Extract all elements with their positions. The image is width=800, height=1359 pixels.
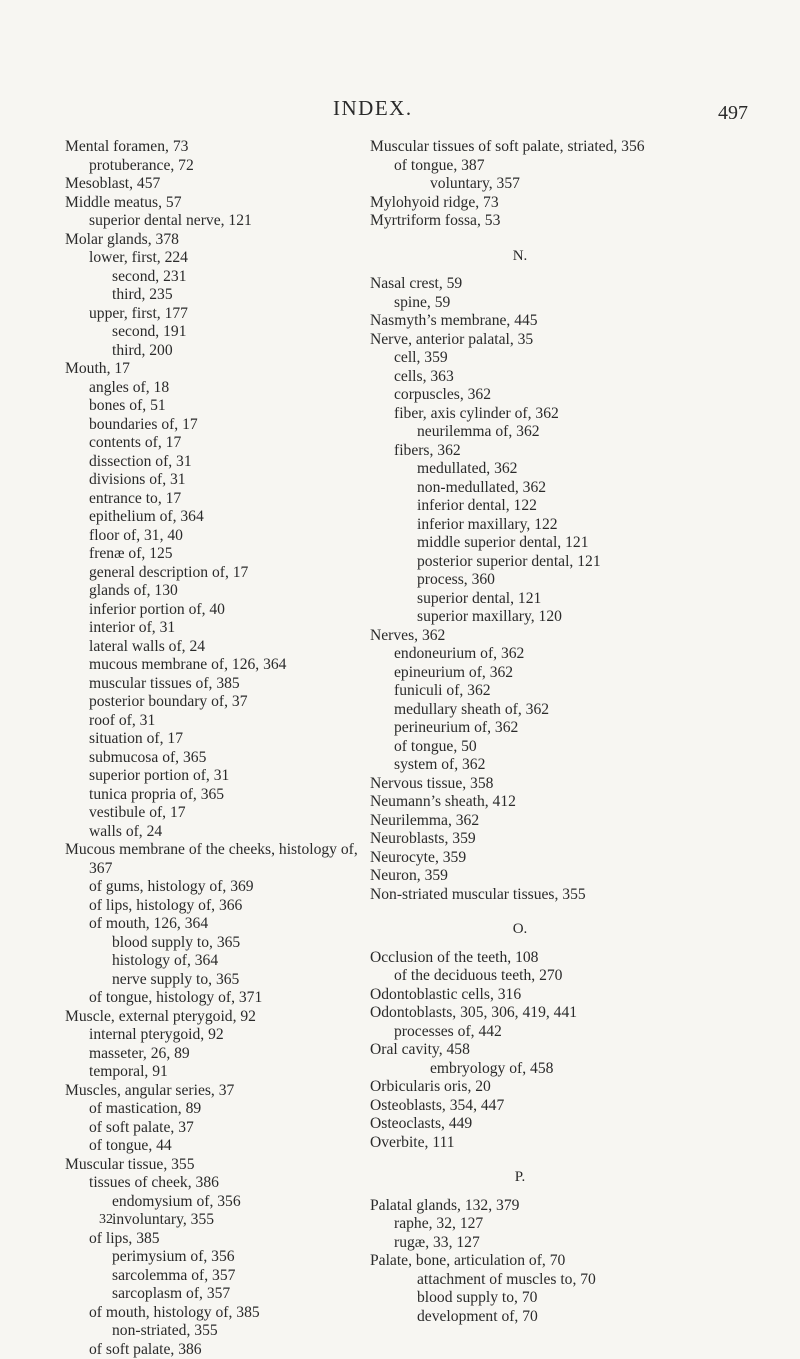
index-entry: walls of, 24 xyxy=(65,823,385,842)
index-entry: of soft palate, 37 xyxy=(65,1119,385,1138)
index-entry: perimysium of, 356 xyxy=(65,1248,385,1267)
index-entry: of lips, histology of, 366 xyxy=(65,897,385,916)
index-entry: of the deciduous teeth, 270 xyxy=(370,967,770,986)
index-entry: Neurocyte, 359 xyxy=(370,849,770,868)
index-entry: superior dental, 121 xyxy=(370,590,770,609)
index-entry: situation of, 17 xyxy=(65,730,385,749)
index-entry: Molar glands, 378 xyxy=(65,231,385,250)
index-entry: process, 360 xyxy=(370,571,770,590)
index-entry: development of, 70 xyxy=(370,1308,770,1327)
index-entry: nerve supply to, 365 xyxy=(65,971,385,990)
index-entry: bones of, 51 xyxy=(65,397,385,416)
index-entry: Mouth, 17 xyxy=(65,360,385,379)
index-entry: Nasal crest, 59 xyxy=(370,275,770,294)
index-entry: cell, 359 xyxy=(370,349,770,368)
index-entry: endomysium of, 356 xyxy=(65,1193,385,1212)
index-entry: second, 231 xyxy=(65,268,385,287)
index-entry: Neuron, 359 xyxy=(370,867,770,886)
index-entry: Nerve, anterior palatal, 35 xyxy=(370,331,770,350)
index-entry: upper, first, 177 xyxy=(65,305,385,324)
index-entry: epineurium of, 362 xyxy=(370,664,770,683)
section-letter-heading: N. xyxy=(370,231,670,276)
index-entry: fiber, axis cylinder of, 362 xyxy=(370,405,770,424)
index-entry: medullated, 362 xyxy=(370,460,770,479)
index-entry: perineurium of, 362 xyxy=(370,719,770,738)
index-entry: inferior dental, 122 xyxy=(370,497,770,516)
signature-mark: 32 xyxy=(99,1212,113,1228)
index-entry: system of, 362 xyxy=(370,756,770,775)
index-entry: rugæ, 33, 127 xyxy=(370,1234,770,1253)
index-entry: spine, 59 xyxy=(370,294,770,313)
index-entry: second, 191 xyxy=(65,323,385,342)
index-entry: Muscle, external pterygoid, 92 xyxy=(65,1008,385,1027)
index-entry: Neumann’s sheath, 412 xyxy=(370,793,770,812)
index-entry: contents of, 17 xyxy=(65,434,385,453)
index-entry: of tongue, 387 xyxy=(370,157,770,176)
index-entry: Muscular tissue, 355 xyxy=(65,1156,385,1175)
index-entry: temporal, 91 xyxy=(65,1063,385,1082)
index-column-left xyxy=(65,138,385,1359)
index-entry: non-medullated, 362 xyxy=(370,479,770,498)
index-entry: involuntary, 355 xyxy=(65,1211,385,1230)
index-entry: tissues of cheek, 386 xyxy=(65,1174,385,1193)
index-entry: of lips, 385 xyxy=(65,1230,385,1249)
index-entry: processes of, 442 xyxy=(370,1023,770,1042)
index-entry: Mylohyoid ridge, 73 xyxy=(370,194,770,213)
index-entry: of soft palate, 386 xyxy=(65,1341,385,1359)
index-entry: Muscular tissues of soft palate, striated, 356 xyxy=(370,138,770,157)
section-letter-heading: O. xyxy=(370,904,670,949)
index-entry: of gums, histology of, 369 xyxy=(65,878,385,897)
index-entry: sarcoplasm of, 357 xyxy=(65,1285,385,1304)
index-entry: Nasmyth’s membrane, 445 xyxy=(370,312,770,331)
index-entry: attachment of muscles to, 70 xyxy=(370,1271,770,1290)
index-entry: Osteoclasts, 449 xyxy=(370,1115,770,1134)
index-entry: voluntary, 357 xyxy=(370,175,770,194)
index-entry: superior portion of, 31 xyxy=(65,767,385,786)
index-entry: inferior maxillary, 122 xyxy=(370,516,770,535)
index-entry: of tongue, 44 xyxy=(65,1137,385,1156)
index-entry: medullary sheath of, 362 xyxy=(370,701,770,720)
index-entry: superior maxillary, 120 xyxy=(370,608,770,627)
index-entry: Myrtriform fossa, 53 xyxy=(370,212,770,231)
index-entry: Palate, bone, articulation of, 70 xyxy=(370,1252,770,1271)
index-entry: boundaries of, 17 xyxy=(65,416,385,435)
index-entry: masseter, 26, 89 xyxy=(65,1045,385,1064)
index-entry: of mouth, 126, 364 xyxy=(65,915,385,934)
index-entry: non-striated, 355 xyxy=(65,1322,385,1341)
index-entry: Occlusion of the teeth, 108 xyxy=(370,949,770,968)
page-title: INDEX. xyxy=(333,96,413,121)
index-entry: superior dental nerve, 121 xyxy=(65,212,385,231)
index-entry: interior of, 31 xyxy=(65,619,385,638)
index-entry: Orbicularis oris, 20 xyxy=(370,1078,770,1097)
index-entry: inferior portion of, 40 xyxy=(65,601,385,620)
index-entry: fibers, 362 xyxy=(370,442,770,461)
index-entry: Odontoblasts, 305, 306, 419, 441 xyxy=(370,1004,770,1023)
index-entry: of tongue, 50 xyxy=(370,738,770,757)
index-entry: lateral walls of, 24 xyxy=(65,638,385,657)
index-entry: cells, 363 xyxy=(370,368,770,387)
page-header xyxy=(0,96,800,126)
index-entry: funiculi of, 362 xyxy=(370,682,770,701)
index-entry: posterior superior dental, 121 xyxy=(370,553,770,572)
index-entry: third, 200 xyxy=(65,342,385,361)
index-entry: blood supply to, 70 xyxy=(370,1289,770,1308)
index-entry: mucous membrane of, 126, 364 xyxy=(65,656,385,675)
index-entry: dissection of, 31 xyxy=(65,453,385,472)
index-entry: entrance to, 17 xyxy=(65,490,385,509)
index-entry: frenæ of, 125 xyxy=(65,545,385,564)
index-entry: embryology of, 458 xyxy=(370,1060,770,1079)
index-entry: of mouth, histology of, 385 xyxy=(65,1304,385,1323)
index-entry: neurilemma of, 362 xyxy=(370,423,770,442)
index-entry: muscular tissues of, 385 xyxy=(65,675,385,694)
index-entry: internal pterygoid, 92 xyxy=(65,1026,385,1045)
index-entry: Non-striated muscular tissues, 355 xyxy=(370,886,770,905)
index-entry: 367 xyxy=(65,860,385,879)
index-entry: epithelium of, 364 xyxy=(65,508,385,527)
index-entry: of mastication, 89 xyxy=(65,1100,385,1119)
index-entry: Oral cavity, 458 xyxy=(370,1041,770,1060)
index-entry: submucosa of, 365 xyxy=(65,749,385,768)
index-entry: protuberance, 72 xyxy=(65,157,385,176)
index-entry: third, 235 xyxy=(65,286,385,305)
index-entry: lower, first, 224 xyxy=(65,249,385,268)
index-entry: Osteoblasts, 354, 447 xyxy=(370,1097,770,1116)
index-entry: sarcolemma of, 357 xyxy=(65,1267,385,1286)
index-entry: endoneurium of, 362 xyxy=(370,645,770,664)
page-number: 497 xyxy=(718,102,748,125)
index-entry: blood supply to, 365 xyxy=(65,934,385,953)
index-entry: Mental foramen, 73 xyxy=(65,138,385,157)
index-entry: Middle meatus, 57 xyxy=(65,194,385,213)
index-entry: Mucous membrane of the cheeks, histology of, xyxy=(65,841,385,860)
index-entry: Overbite, 111 xyxy=(370,1134,770,1153)
index-entry: of tongue, histology of, 371 xyxy=(65,989,385,1008)
index-entry: posterior boundary of, 37 xyxy=(65,693,385,712)
index-entry: roof of, 31 xyxy=(65,712,385,731)
index-entry: Muscles, angular series, 37 xyxy=(65,1082,385,1101)
index-entry: angles of, 18 xyxy=(65,379,385,398)
index-entry: Mesoblast, 457 xyxy=(65,175,385,194)
index-entry: general description of, 17 xyxy=(65,564,385,583)
index-entry: raphe, 32, 127 xyxy=(370,1215,770,1234)
index-entry: Odontoblastic cells, 316 xyxy=(370,986,770,1005)
index-column-right xyxy=(370,138,770,1326)
index-entry: divisions of, 31 xyxy=(65,471,385,490)
index-entry: vestibule of, 17 xyxy=(65,804,385,823)
index-entry: corpuscles, 362 xyxy=(370,386,770,405)
index-entry: glands of, 130 xyxy=(65,582,385,601)
index-entry: Neuroblasts, 359 xyxy=(370,830,770,849)
index-entry: floor of, 31, 40 xyxy=(65,527,385,546)
index-entry: Palatal glands, 132, 379 xyxy=(370,1197,770,1216)
index-entry: Nervous tissue, 358 xyxy=(370,775,770,794)
index-entry: histology of, 364 xyxy=(65,952,385,971)
index-entry: tunica propria of, 365 xyxy=(65,786,385,805)
index-entry: Neurilemma, 362 xyxy=(370,812,770,831)
index-entry: Nerves, 362 xyxy=(370,627,770,646)
section-letter-heading: P. xyxy=(370,1152,670,1197)
index-entry: middle superior dental, 121 xyxy=(370,534,770,553)
